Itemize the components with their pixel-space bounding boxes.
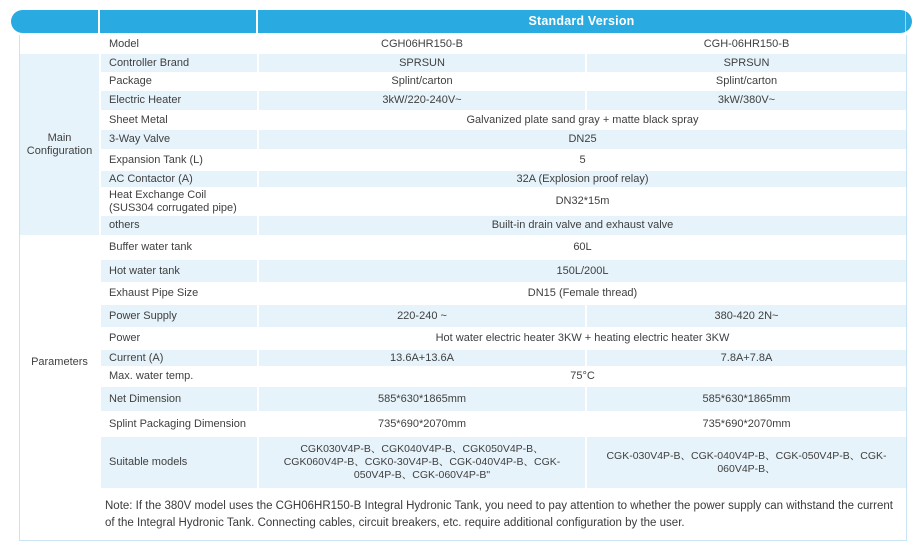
row-label: Power <box>101 328 257 349</box>
row-value: 150L/200L <box>259 260 906 282</box>
row-label: Current (A) <box>101 350 257 366</box>
row-value: SPRSUN <box>587 54 906 72</box>
row-label: Hot water tank <box>101 260 257 282</box>
row-label: Electric Heater <box>101 91 257 110</box>
row-value: CGK-030V4P-B、CGK-040V4P-B、CGK-050V4P-B、CGK-060V4P-B、 <box>587 437 906 488</box>
row-label: Splint Packaging Dimension <box>101 412 257 436</box>
row-label: others <box>101 216 257 235</box>
row-value: 585*630*1865mm <box>259 387 585 411</box>
header-separator <box>905 10 906 33</box>
row-value: 3kW/380V~ <box>587 91 906 110</box>
row-label: AC Contactor (A) <box>101 171 257 187</box>
row-value: DN15 (Female thread) <box>259 283 906 304</box>
spec-table <box>19 35 907 541</box>
row-value: 3kW/220-240V~ <box>259 91 585 110</box>
row-value: 380-420 2N~ <box>587 305 906 327</box>
row-label: Power Supply <box>101 305 257 327</box>
row-value: 7.8A+7.8A <box>587 350 906 366</box>
row-label: Suitable models <box>101 437 257 488</box>
group-cell-main-configuration: Main Configuration <box>20 54 99 235</box>
row-label: Heat Exchange Coil (SUS304 corrugated pipe) <box>101 188 257 215</box>
row-value: 585*630*1865mm <box>587 387 906 411</box>
row-value: DN25 <box>259 130 906 149</box>
row-value: Splint/carton <box>587 73 906 90</box>
row-label: Net Dimension <box>101 387 257 411</box>
row-value: CGK030V4P-B、CGK040V4P-B、CGK050V4P-B、CGK060V4P-B、CGK0-30V4P-B、CGK-040V4P-B、CGK-050V4P-B、CGK-060V4P-B" <box>259 437 585 488</box>
row-label: Sheet Metal <box>101 111 257 129</box>
row-value: 13.6A+13.6A <box>259 350 585 366</box>
group-cell-parameters: Parameters <box>20 236 99 488</box>
row-label: Controller Brand <box>101 54 257 72</box>
header-title: Standard Version <box>528 14 635 28</box>
row-value: 32A (Explosion proof relay) <box>259 171 906 187</box>
row-label: Buffer water tank <box>101 236 257 259</box>
note-text: Note: If the 380V model uses the CGH06HR150-B Integral Hydronic Tank, you need to pay attention to whether the power supply can withstand the current of the Integral Hydronic Tank. Connecting cables, circuit breakers, etc. require additional configuration by the user. <box>101 489 906 540</box>
row-value: 5 <box>259 150 906 170</box>
row-label: 3-Way Valve <box>101 130 257 149</box>
row-value: Splint/carton <box>259 73 585 90</box>
row-value: SPRSUN <box>259 54 585 72</box>
row-label: Max. water temp. <box>101 367 257 386</box>
row-value: CGH-06HR150-B <box>587 35 906 53</box>
row-value: 60L <box>259 236 906 259</box>
row-label: Package <box>101 73 257 90</box>
row-value: Built-in drain valve and exhaust valve <box>259 216 906 235</box>
row-value: Hot water electric heater 3KW + heating electric heater 3KW <box>259 328 906 349</box>
table-header-bar <box>11 10 912 33</box>
row-value: DN32*15m <box>259 188 906 215</box>
row-label: Expansion Tank (L) <box>101 150 257 170</box>
row-value: CGH06HR150-B <box>259 35 585 53</box>
row-label: Model <box>101 35 257 53</box>
row-value: 220-240 ~ <box>259 305 585 327</box>
row-value: 75°C <box>259 367 906 386</box>
row-value: Galvanized plate sand gray + matte black spray <box>259 111 906 129</box>
row-label: Exhaust Pipe Size <box>101 283 257 304</box>
row-value: 735*690*2070mm <box>259 412 585 436</box>
row-value: 735*690*2070mm <box>587 412 906 436</box>
header-separator <box>98 10 100 33</box>
